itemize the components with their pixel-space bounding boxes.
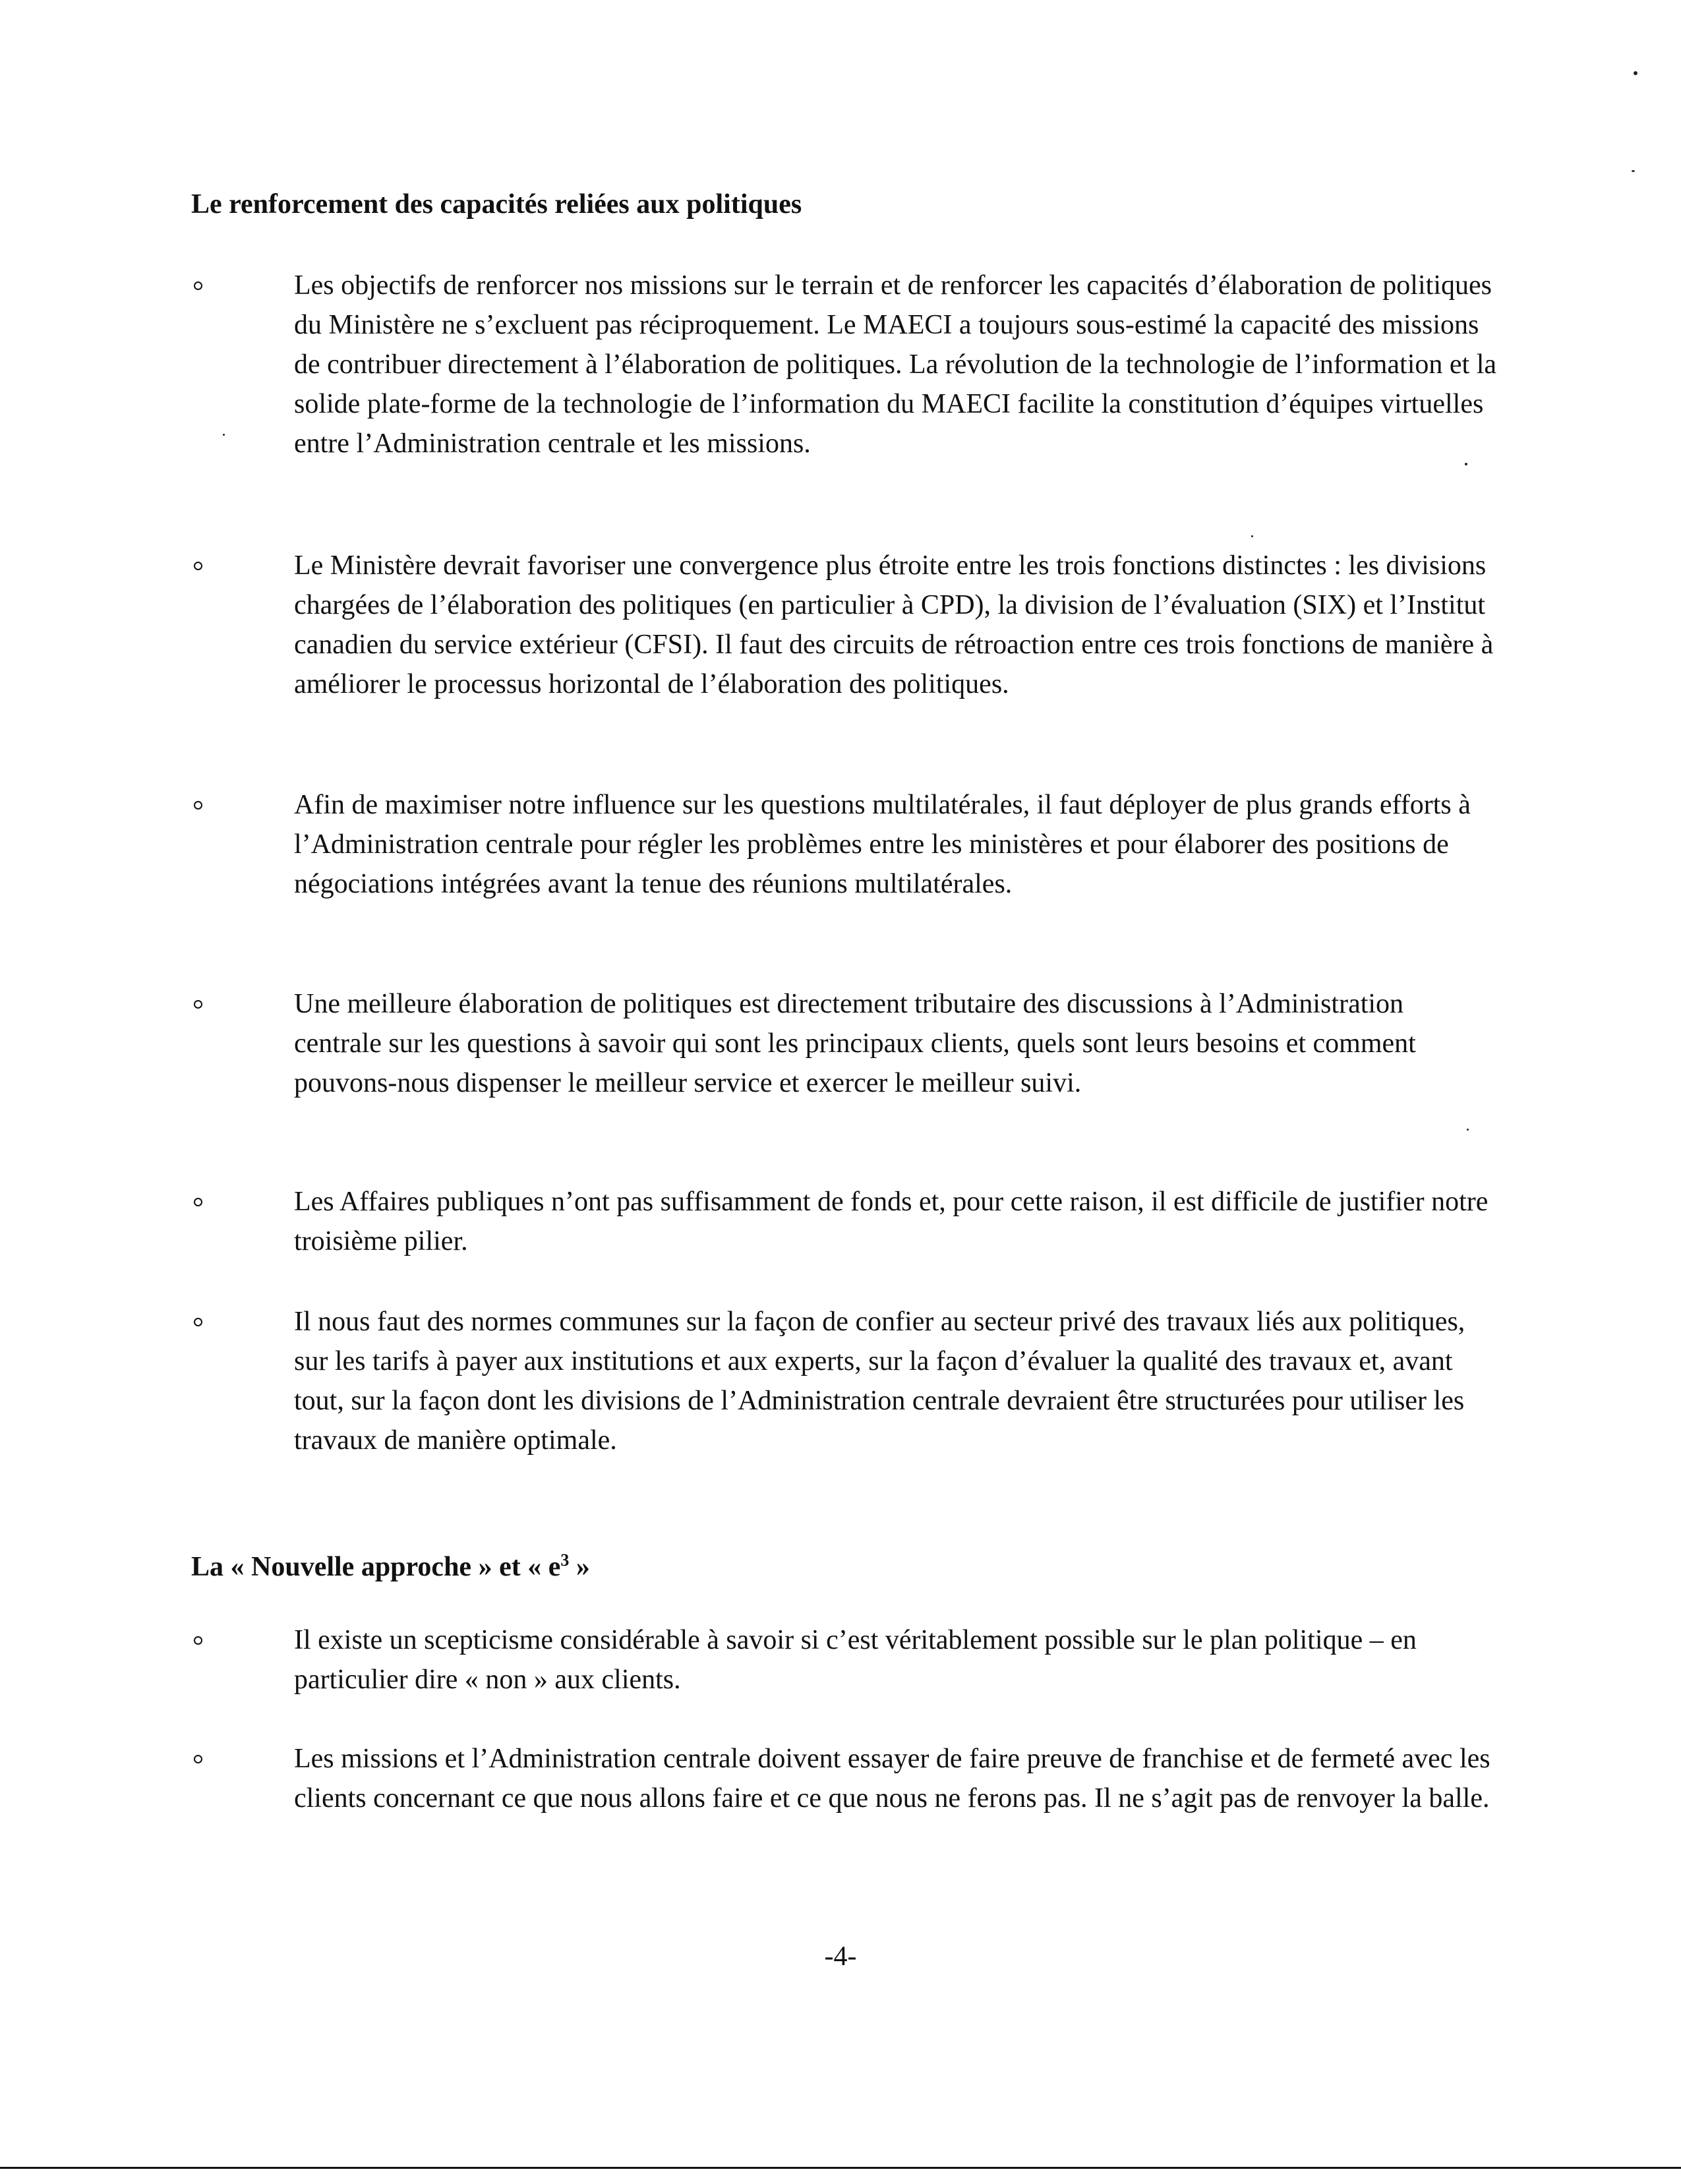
bullet-circle-icon xyxy=(191,266,211,305)
scan-speck xyxy=(1467,1129,1469,1131)
bullet-circle-icon xyxy=(191,1302,211,1342)
section-heading-new-approach xyxy=(191,1541,590,1587)
scan-speck xyxy=(1465,463,1467,465)
scan-speck xyxy=(223,434,225,436)
scan-speck xyxy=(1251,535,1253,537)
page-bottom-rule xyxy=(0,2167,1681,2169)
bullet-text: Le Ministère devrait favoriser une convergence plus étroite entre les trois fonctions distinctes : les divisions chargées de l’élaboration des politiques (en particulier à CPD), la division de l’évaluation (SIX) et l’Institut canadien du service extérieur (CFSI). Il faut des circuits de rétroaction entre ces trois fonctions de manière à améliorer le processus horizontal de l’élaboration des politiques. xyxy=(294,550,1494,699)
bullet-text: Il nous faut des normes communes sur la façon de confier au secteur privé des travaux liés aux politiques, sur les tarifs à payer aux institutions et aux experts, sur la façon d’évaluer la qualité des travaux et, avant tout, sur la façon dont les divisions de l’Administration centrale devraient être structurées pour utiliser les travaux de manière optimale. xyxy=(294,1307,1465,1456)
bullet-text: Les Affaires publiques n’ont pas suffisamment de fonds et, pour cette raison, il est difficile de justifier notre troisième pilier. xyxy=(294,1187,1489,1256)
bullet-circle-icon xyxy=(191,785,211,825)
heading-text: La « Nouvelle approche » et « e xyxy=(191,1552,561,1582)
scan-speck xyxy=(1632,170,1635,172)
page-number: -4- xyxy=(824,1941,857,1972)
bullet-circle-icon xyxy=(191,984,211,1024)
bullet-circle-icon xyxy=(191,1182,211,1222)
bullet-circle-icon xyxy=(191,1620,211,1660)
bullet-text: Afin de maximiser notre influence sur les questions multilatérales, il faut déployer de plus grands efforts à l’Administration centrale pour régler les problèmes entre les ministères et pour élaborer des positions de négociations intégrées avant la tenue des réunions multilatérales. xyxy=(294,790,1471,899)
bullet-text: Il existe un scepticisme considérable à savoir si c’est véritablement possible sur le plan politique – en particulier dire « non » aux clients. xyxy=(294,1625,1417,1695)
bullet-circle-icon xyxy=(191,1739,211,1779)
bullet-text: Une meilleure élaboration de politiques est directement tributaire des discussions à l’Administration centrale sur les questions à savoir qui sont les principaux clients, quels sont leurs besoins et comment pouvons-nous dispenser le meilleur service et exercer le meilleur suivi. xyxy=(294,989,1416,1098)
heading-closing: » xyxy=(569,1552,590,1582)
bullet-text: Les missions et l’Administration centrale doivent essayer de faire preuve de franchise et de fermeté avec les clients concernant ce que nous allons faire et ce que nous ne ferons pas. Il ne s’agit pas de renvoyer la balle. xyxy=(294,1744,1490,1814)
bullet-circle-icon xyxy=(191,546,211,585)
section-heading-policy-capacity: Le renforcement des capacités reliées aux politiques xyxy=(191,189,802,220)
bullet-text: Les objectifs de renforcer nos missions sur le terrain et de renforcer les capacités d’élaboration de politiques du Ministère ne s’excluent pas réciproquement. Le MAECI a toujours sous-estimé la capacité des missions de contribuer directement à l’élaboration de politiques. La révolution de la technologie de l’information et la solide plate-forme de la technologie de l’information du MAECI facilite la constitution d’équipes virtuelles entre l’Administration centrale et les missions. xyxy=(294,270,1497,459)
scan-speck xyxy=(1634,71,1637,75)
heading-superscript: 3 xyxy=(560,1550,570,1570)
